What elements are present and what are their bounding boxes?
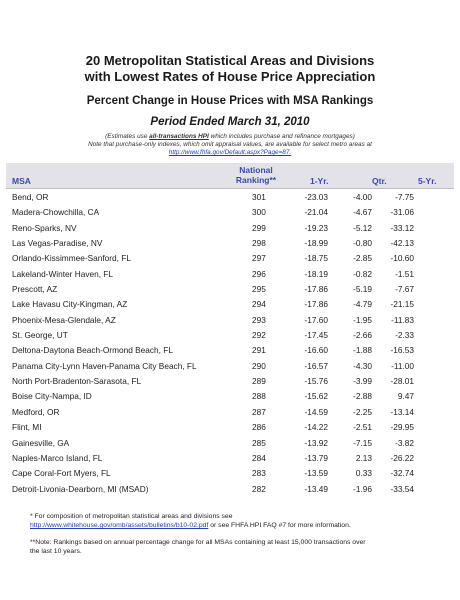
five-yr-cell: -28.01 xyxy=(390,376,414,387)
msa-cell: Naples-Marco Island, FL xyxy=(12,452,103,463)
msa-cell: Phoenix-Mesa-Glendale, AZ xyxy=(12,314,116,325)
five-yr-cell: -33.12 xyxy=(390,222,414,233)
five-yr-cell: -2.33 xyxy=(395,330,414,341)
one-yr-cell: -16.57 xyxy=(304,360,328,371)
five-yr-cell: -7.67 xyxy=(395,284,414,295)
rank-cell: 287 xyxy=(252,406,266,417)
title-line-2: with Lowest Rates of House Price Appreciation xyxy=(84,69,376,84)
rank-cell: 296 xyxy=(252,268,266,279)
table-row xyxy=(6,250,454,265)
one-yr-cell: -18.75 xyxy=(304,253,328,264)
qtr-cell: -2.85 xyxy=(353,253,372,264)
rank-cell: 291 xyxy=(252,345,266,356)
one-yr-cell: -15.62 xyxy=(304,391,328,402)
msa-cell: North Port-Bradenton-Sarasota, FL xyxy=(12,376,142,387)
msa-cell: Orlando-Kissimmee-Sanford, FL xyxy=(12,253,131,264)
qtr-cell: -5.19 xyxy=(353,284,372,295)
estimate-note-post: which includes purchase and refinance mortgages) xyxy=(208,133,355,140)
one-yr-cell: -21.04 xyxy=(304,207,328,218)
one-yr-cell: -13.49 xyxy=(304,483,328,494)
five-yr-cell: -42.13 xyxy=(390,238,414,249)
qtr-cell: -3.99 xyxy=(353,376,372,387)
rank-cell: 285 xyxy=(252,437,266,448)
footnote-link-line xyxy=(30,521,450,530)
five-yr-cell: 9.47 xyxy=(397,391,414,402)
five-yr-cell: -33.54 xyxy=(390,483,414,494)
msa-cell: Cape Coral-Fort Myers, FL xyxy=(12,468,111,479)
msa-cell: Detroit-Livonia-Dearborn, MI (MSAD) xyxy=(12,483,149,494)
qtr-cell: -5.12 xyxy=(353,222,372,233)
qtr-cell: -4.30 xyxy=(353,360,372,371)
one-yr-cell: -17.86 xyxy=(304,299,328,310)
msa-table xyxy=(6,163,454,496)
msa-cell: Las Vegas-Paradise, NV xyxy=(12,238,103,249)
table-row xyxy=(6,189,454,204)
one-yr-cell: -18.19 xyxy=(304,268,328,279)
col-header-5yr: 5-Yr. xyxy=(418,176,437,186)
five-yr-cell: -7.75 xyxy=(395,192,414,202)
msa-cell: Boise City-Nampa, ID xyxy=(12,391,92,402)
qtr-cell: -1.88 xyxy=(353,345,372,356)
one-yr-cell: -18.99 xyxy=(304,238,328,249)
rank-cell: 293 xyxy=(252,314,266,325)
five-yr-cell: -21.15 xyxy=(390,299,414,310)
qtr-cell: -4.67 xyxy=(353,207,372,218)
table-row xyxy=(6,404,454,419)
table-row xyxy=(6,358,454,373)
rank-cell: 290 xyxy=(252,360,266,371)
five-yr-cell: -26.22 xyxy=(390,452,414,463)
qtr-cell: -1.96 xyxy=(353,483,372,494)
rank-cell: 288 xyxy=(252,391,266,402)
five-yr-cell: -16.53 xyxy=(390,345,414,356)
rank-cell: 284 xyxy=(252,452,266,463)
qtr-cell: 2.13 xyxy=(355,452,372,463)
table-row xyxy=(6,235,454,250)
five-yr-cell: -11.83 xyxy=(391,314,414,325)
table-row xyxy=(6,204,454,219)
table-row xyxy=(6,327,454,342)
qtr-cell: -7.15 xyxy=(353,437,372,448)
rank-cell: 301 xyxy=(252,192,266,202)
col-header-national-ranking: National Ranking** xyxy=(235,165,277,185)
one-yr-cell: -23.03 xyxy=(304,192,328,202)
footnote-composition: * For composition of metropolitan statistical areas and divisions see xyxy=(30,513,233,520)
rank-cell: 292 xyxy=(252,330,266,341)
rank-cell: 297 xyxy=(252,253,266,264)
one-yr-cell: -13.79 xyxy=(304,452,328,463)
one-yr-cell: -13.92 xyxy=(304,437,328,448)
qtr-cell: -0.80 xyxy=(353,238,372,249)
qtr-cell: -2.88 xyxy=(353,391,372,402)
one-yr-cell: -13.59 xyxy=(304,468,328,479)
table-row xyxy=(6,342,454,357)
one-yr-cell: -14.22 xyxy=(304,422,328,433)
five-yr-cell: -1.51 xyxy=(395,268,414,279)
msa-cell: Panama City-Lynn Haven-Panama City Beach, FL xyxy=(12,360,197,371)
qtr-cell: -1.95 xyxy=(353,314,372,325)
table-row xyxy=(6,296,454,311)
table-row xyxy=(6,465,454,480)
rank-cell: 283 xyxy=(252,468,266,479)
table-row xyxy=(6,281,454,296)
five-yr-cell: -3.82 xyxy=(395,437,414,448)
table-row xyxy=(6,220,454,235)
col-header-1yr: 1-Yr. xyxy=(310,176,329,186)
table-row xyxy=(6,419,454,434)
one-yr-cell: -17.86 xyxy=(304,284,328,295)
rank-cell: 295 xyxy=(252,284,266,295)
msa-cell: St. George, UT xyxy=(12,330,68,341)
msa-cell: Prescott, AZ xyxy=(12,284,58,295)
period-heading: Period Ended March 31, 2010 xyxy=(150,116,310,128)
one-yr-cell: -15.76 xyxy=(304,376,328,387)
table-row xyxy=(6,481,454,496)
table-row xyxy=(6,266,454,281)
msa-cell: Deltona-Daytona Beach-Ormond Beach, FL xyxy=(12,345,173,356)
table-row xyxy=(6,435,454,450)
msa-cell: Lakeland-Winter Haven, FL xyxy=(12,268,113,279)
five-yr-cell: -13.14 xyxy=(390,406,414,417)
five-yr-cell: -32.74 xyxy=(390,468,414,479)
one-yr-cell: -19.23 xyxy=(304,222,328,233)
five-yr-cell: -29.95 xyxy=(390,422,414,433)
rank-cell: 299 xyxy=(252,222,266,233)
table-row xyxy=(6,450,454,465)
five-yr-cell: -11.00 xyxy=(391,360,414,371)
table-header xyxy=(6,163,454,189)
one-yr-cell: -16.60 xyxy=(304,345,328,356)
msa-cell: Madera-Chowchilla, CA xyxy=(12,207,100,218)
col-header-msa: MSA xyxy=(12,176,31,186)
estimate-note xyxy=(0,133,460,141)
rank-cell: 286 xyxy=(252,422,266,433)
qtr-cell: -2.25 xyxy=(353,406,372,417)
qtr-cell: -4.00 xyxy=(353,192,372,202)
one-yr-cell: -14.59 xyxy=(304,406,328,417)
table-row xyxy=(6,388,454,403)
msa-cell: Medford, OR xyxy=(12,406,60,417)
qtr-cell: -0.82 xyxy=(353,268,372,279)
footnote-ranking-note: **Note: Rankings based on annual percentage change for all MSAs containing at least 15,000 transactions over xyxy=(30,539,366,546)
five-yr-cell: -10.60 xyxy=(390,253,414,264)
one-yr-cell: -17.60 xyxy=(304,314,328,325)
rank-cell: 300 xyxy=(252,207,266,218)
rank-cell: 289 xyxy=(252,376,266,387)
qtr-cell: 0.33 xyxy=(355,468,372,479)
col-header-qtr: Qtr. xyxy=(372,176,387,186)
fhfa-link[interactable]: http://www.fhfa.gov/Default.aspx?Page=87. xyxy=(168,149,292,156)
table-row xyxy=(6,312,454,327)
subtitle: Percent Change in House Prices with MSA Rankings xyxy=(86,95,374,107)
rank-cell: 298 xyxy=(252,238,266,249)
one-yr-cell: -17.45 xyxy=(304,330,328,341)
qtr-cell: -4.79 xyxy=(353,299,372,310)
msa-cell: Flint, MI xyxy=(12,422,42,433)
title-line-1: 20 Metropolitan Statistical Areas and Divisions xyxy=(85,53,375,68)
msa-cell: Bend, OR xyxy=(12,192,49,202)
footnote-ranking-note-cont: the last 10 years. xyxy=(30,548,82,555)
footnote-link-post: or see FHFA HPI FAQ #7 for more information. xyxy=(208,522,351,529)
rank-cell: 294 xyxy=(252,299,266,310)
msa-cell: Gainesville, GA xyxy=(12,437,70,448)
purchase-only-note: Note that purchase-only indexes, which omit appraisal values, are available for select metro areas at xyxy=(88,141,372,148)
estimate-note-pre: (Estimates use xyxy=(105,133,150,140)
qtr-cell: -2.51 xyxy=(353,422,372,433)
omb-bulletin-link[interactable]: http://www.whitehouse.gov/omb/assets/bulletins/b10-02.pdf xyxy=(30,522,209,529)
table-row xyxy=(6,373,454,388)
msa-cell: Lake Havasu City-Kingman, AZ xyxy=(12,299,128,310)
table-body xyxy=(6,189,454,496)
msa-cell: Reno-Sparks, NV xyxy=(12,222,77,233)
qtr-cell: -2.66 xyxy=(353,330,372,341)
all-transactions-hpi-link[interactable]: all-transactions HPI xyxy=(149,133,209,140)
rank-cell: 282 xyxy=(252,483,266,494)
five-yr-cell: -31.06 xyxy=(390,207,414,218)
